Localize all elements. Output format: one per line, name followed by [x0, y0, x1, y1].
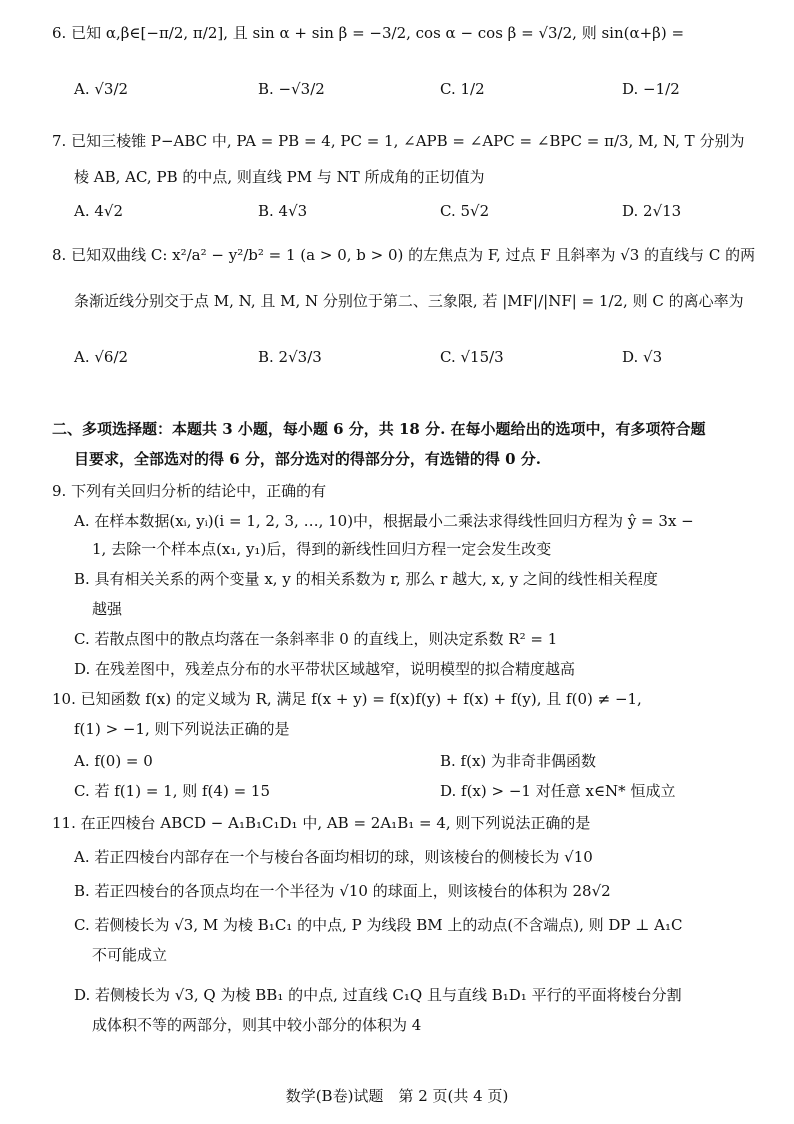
- q7-stem-line1: 7. 已知三棱锥 P−ABC 中, PA = PB = 4, PC = 1, ∠APB = ∠APC = ∠BPC = π/3, M, N, T 分别为: [52, 132, 745, 150]
- q10-stem-line1: 10. 已知函数 f(x) 的定义域为 R, 满足 f(x + y) = f(x)f(y) + f(x) + f(y), 且 f(0) ≠ −1,: [52, 690, 642, 708]
- q9-option-d: D. 在残差图中，残差点分布的水平带状区域越窄，说明模型的拟合精度越高: [74, 660, 576, 678]
- q7-option-b: B. 4√3: [258, 202, 308, 220]
- q9-option-a-line1: A. 在样本数据(xᵢ, yᵢ)(i = 1, 2, 3, …, 10)中，根据最小二乘法求得线性回归方程为 ŷ = 3x −: [74, 512, 694, 530]
- q8-stem-line1: 8. 已知双曲线 C: x²/a² − y²/b² = 1 (a > 0, b > 0) 的左焦点为 F, 过点 F 且斜率为 √3 的直线与 C 的两: [52, 246, 756, 264]
- q10-stem-line2: f(1) > −1, 则下列说法正确的是: [74, 720, 290, 738]
- page-footer: 数学(B卷)试题 第 2 页(共 4 页): [285, 1087, 509, 1105]
- q10-option-b: B. f(x) 为非奇非偶函数: [440, 752, 597, 770]
- q10-option-c: C. 若 f(1) = 1, 则 f(4) = 15: [74, 782, 270, 800]
- q10-option-a: A. f(0) = 0: [74, 752, 153, 770]
- q9-option-c: C. 若散点图中的散点均落在一条斜率非 0 的直线上，则决定系数 R² = 1: [74, 630, 558, 648]
- q7-option-d: D. 2√13: [622, 202, 682, 220]
- q7-option-a: A. 4√2: [74, 202, 124, 220]
- q8-option-c: C. √15/3: [440, 348, 504, 366]
- q6-option-a: A. √3/2: [74, 80, 129, 98]
- q8-option-a: A. √6/2: [74, 348, 129, 366]
- q6-option-b: B. −√3/2: [258, 80, 325, 98]
- q11-stem: 11. 在正四棱台 ABCD − A₁B₁C₁D₁ 中, AB = 2A₁B₁ = 4, 则下列说法正确的是: [52, 814, 591, 832]
- q8-stem-line2: 条渐近线分别交于点 M, N, 且 M, N 分别位于第二、三象限, 若 |MF|/|NF| = 1/2, 则 C 的离心率为: [74, 292, 744, 310]
- q8-option-d: D. √3: [622, 348, 663, 366]
- q8-option-b: B. 2√3/3: [258, 348, 322, 366]
- q11-option-a: A. 若正四棱台内部存在一个与棱台各面均相切的球，则该棱台的侧棱长为 √10: [74, 848, 593, 866]
- q6-option-c: C. 1/2: [440, 80, 485, 98]
- q9-option-b-line2: 越强: [92, 600, 123, 618]
- q9-option-b-line1: B. 具有相关关系的两个变量 x, y 的相关系数为 r, 那么 r 越大, x, y 之间的线性相关程度: [74, 570, 658, 588]
- q6-stem: 6. 已知 α,β∈[−π/2, π/2], 且 sin α + sin β = −3/2, cos α − cos β = √3/2, 则 sin(α+β) =: [52, 24, 685, 42]
- q11-option-d-line1: D. 若侧棱长为 √3, Q 为棱 BB₁ 的中点, 过直线 C₁Q 且与直线 B₁D₁ 平行的平面将棱台分割: [74, 986, 682, 1004]
- q9-stem: 9. 下列有关回归分析的结论中，正确的有: [52, 482, 327, 500]
- q7-option-c: C. 5√2: [440, 202, 490, 220]
- section2-heading-line2: 目要求，全部选对的得 6 分，部分选对的得部分分，有选错的得 0 分.: [74, 450, 541, 468]
- q11-option-b: B. 若正四棱台的各顶点均在一个半径为 √10 的球面上，则该棱台的体积为 28√2: [74, 882, 611, 900]
- q10-option-d: D. f(x) > −1 对任意 x∈N* 恒成立: [440, 782, 676, 800]
- q11-option-c-line1: C. 若侧棱长为 √3, M 为棱 B₁C₁ 的中点, P 为线段 BM 上的动点(不含端点), 则 DP ⊥ A₁C: [74, 916, 683, 934]
- section2-heading-line1: 二、多项选择题：本题共 3 小题，每小题 6 分，共 18 分. 在每小题给出的选项中，有多项符合题: [52, 420, 706, 438]
- q6-option-d: D. −1/2: [622, 80, 680, 98]
- q11-option-d-line2: 成体积不等的两部分，则其中较小部分的体积为 4: [92, 1016, 422, 1034]
- q11-option-c-line2: 不可能成立: [92, 946, 168, 964]
- q9-option-a-line2: 1, 去除一个样本点(x₁, y₁)后，得到的新线性回归方程一定会发生改变: [92, 540, 552, 558]
- q7-stem-line2: 棱 AB, AC, PB 的中点, 则直线 PM 与 NT 所成角的正切值为: [74, 168, 485, 186]
